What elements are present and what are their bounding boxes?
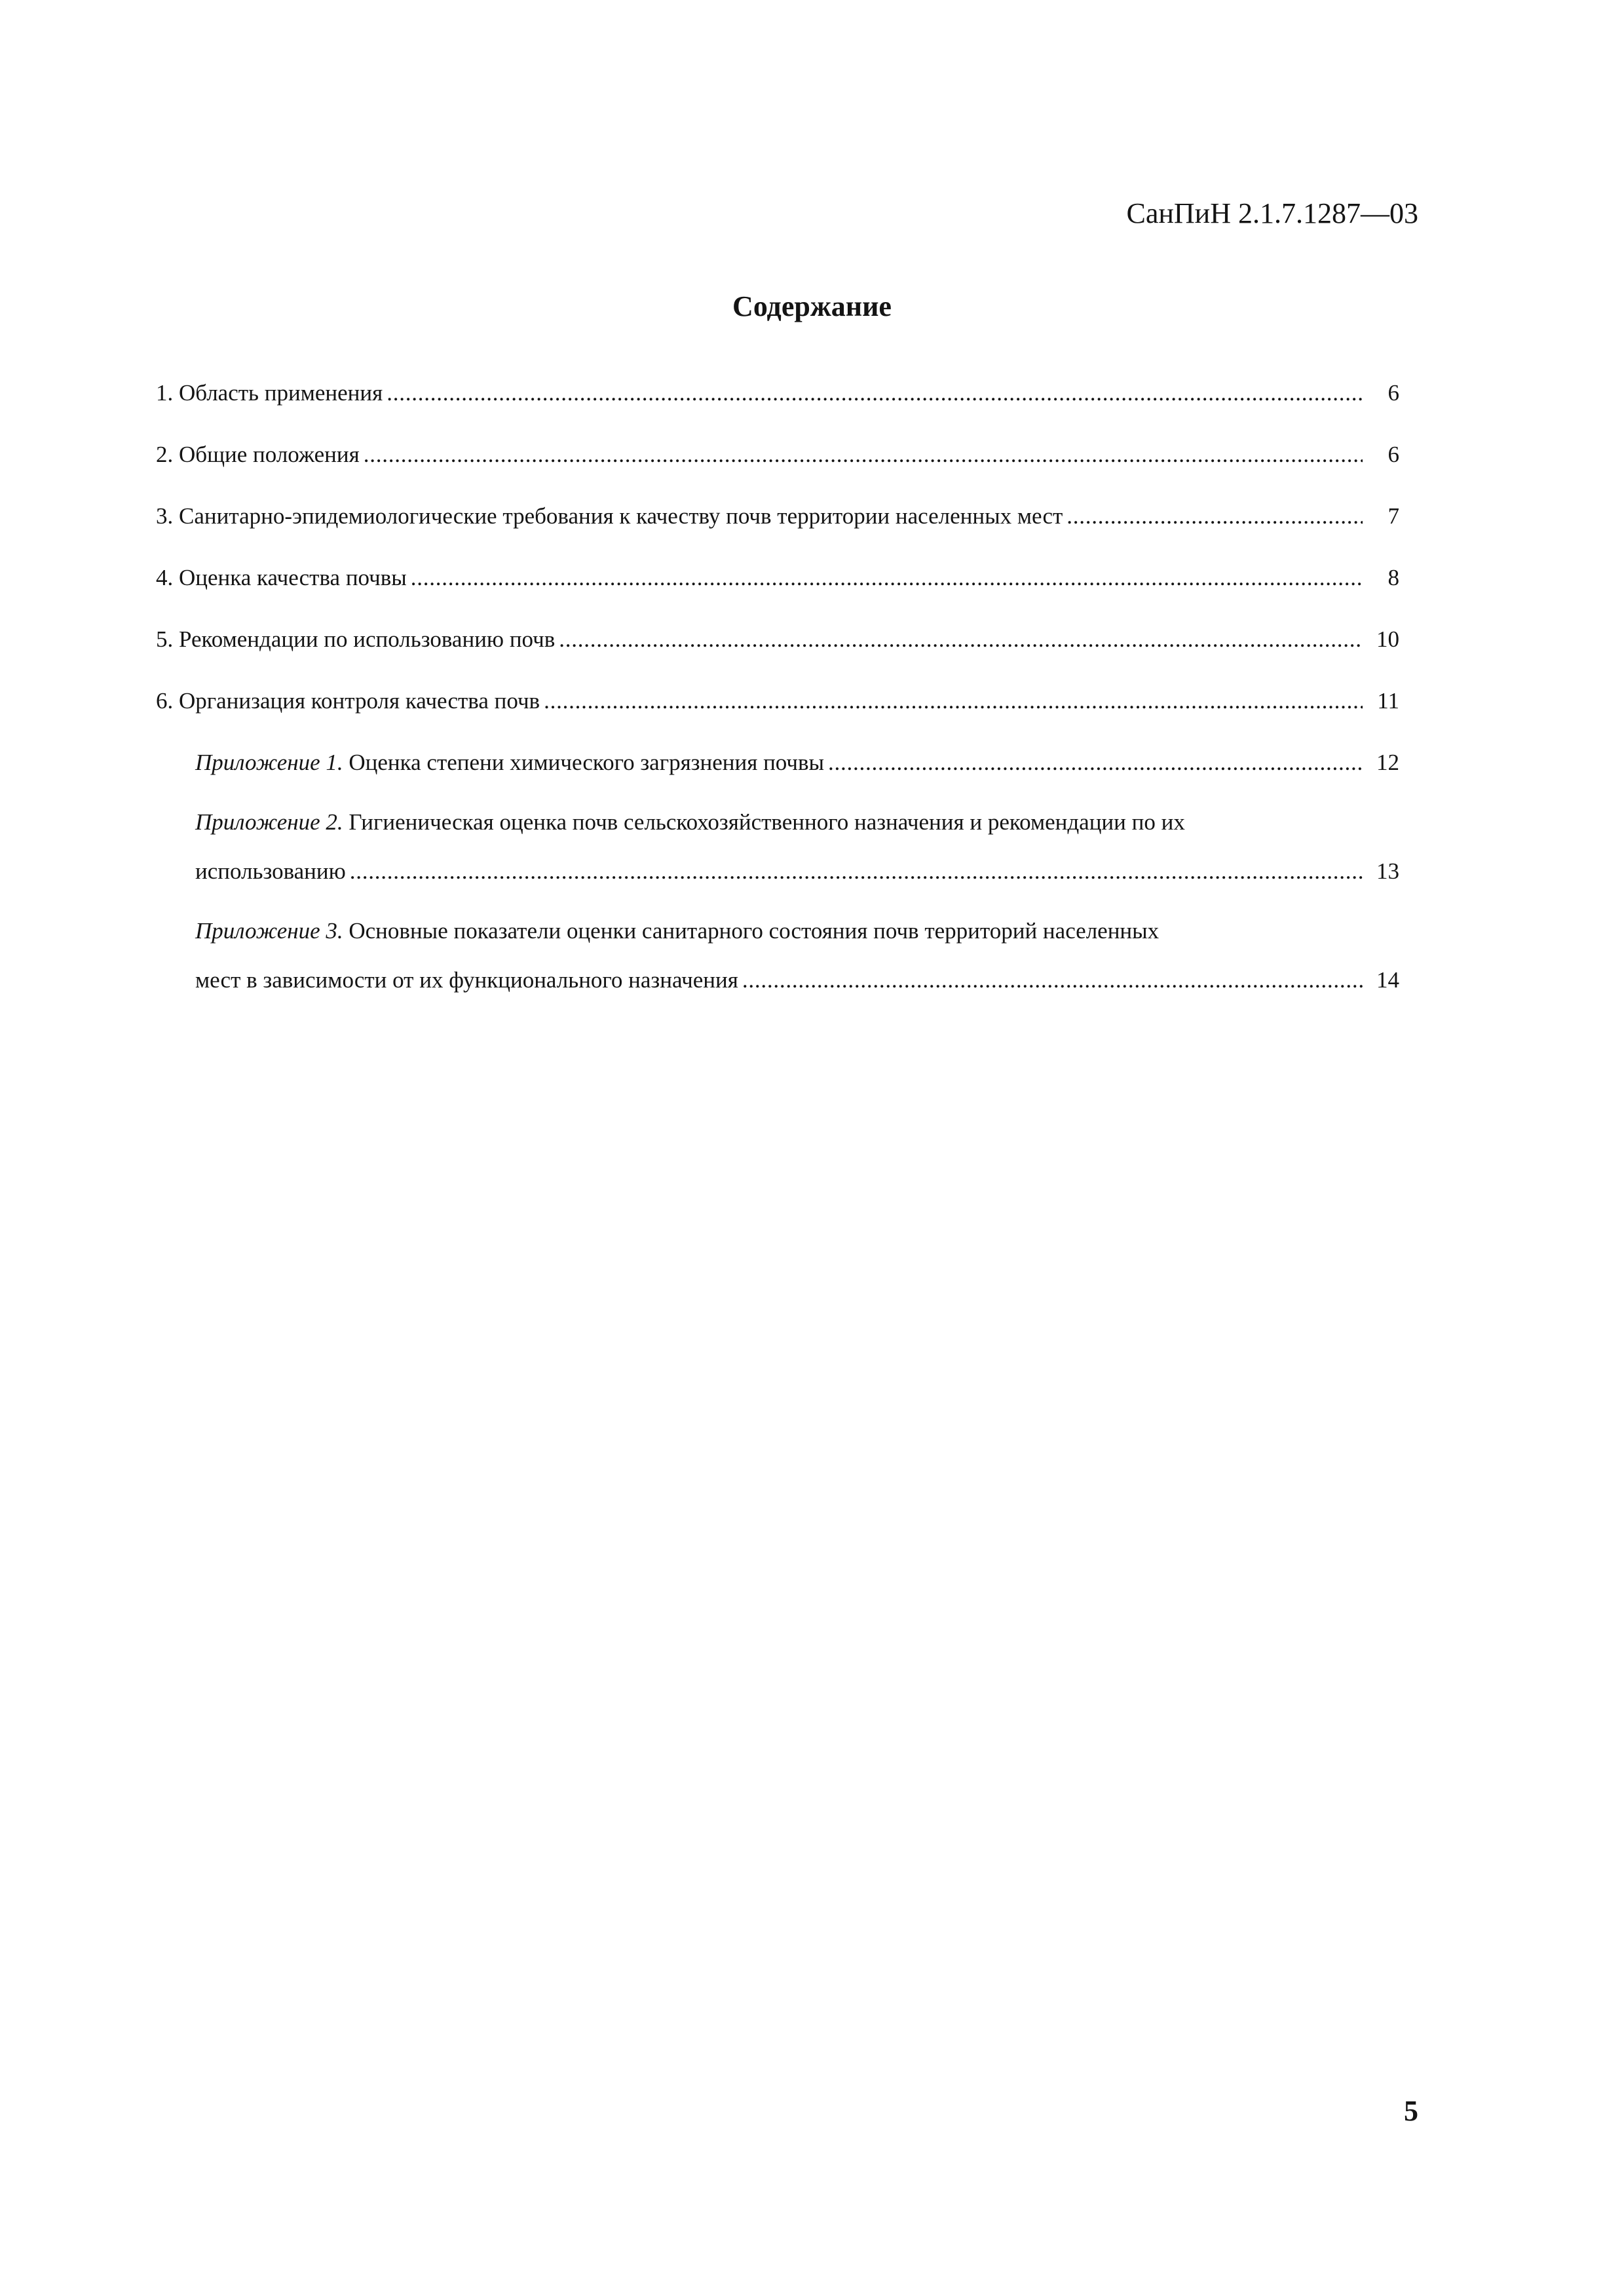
- appendix-title-cont: использованию: [195, 858, 346, 884]
- toc-entry-6[interactable]: [156, 687, 1399, 716]
- toc-entry-page: 7: [1388, 503, 1399, 529]
- dot-leader: [364, 440, 1363, 469]
- toc-appendix-page: 12: [1376, 750, 1399, 775]
- page-number: 5: [1404, 2095, 1418, 2127]
- toc-entry-label: 3. Санитарно-эпидемиологические требования к качеству почв территории населенных мест: [156, 503, 1063, 529]
- toc-entry-label: 2. Общие положения: [156, 442, 360, 467]
- toc-entry-page: 8: [1388, 565, 1399, 590]
- toc-appendix-2-line1[interactable]: [195, 808, 1185, 837]
- toc-entry-page: 11: [1377, 688, 1399, 714]
- toc-entry-1[interactable]: [156, 379, 1399, 408]
- toc-entry-page: 10: [1376, 626, 1399, 652]
- toc-appendix-2[interactable]: [195, 857, 1399, 886]
- toc-entry-label: 5. Рекомендации по использованию почв: [156, 626, 556, 652]
- toc-entry-3[interactable]: [156, 502, 1399, 531]
- toc-entry-label: 1. Область применения: [156, 380, 383, 406]
- toc-appendix-page: 14: [1376, 967, 1399, 993]
- dot-leader: [411, 564, 1363, 592]
- toc-entry-label: 4. Оценка качества почвы: [156, 565, 407, 590]
- toc-entry-2[interactable]: [156, 440, 1399, 469]
- dot-leader: [742, 966, 1363, 995]
- toc-appendix-3-line1[interactable]: [195, 917, 1159, 946]
- appendix-title: Гигиеническая оценка почв сельскохозяйственного назначения и рекомендации по их: [349, 809, 1185, 835]
- appendix-title-cont: мест в зависимости от их функционального назначения: [195, 967, 738, 993]
- toc-appendix-label: [195, 748, 824, 777]
- toc-appendix-1[interactable]: [195, 748, 1399, 777]
- toc-appendix-3[interactable]: [195, 966, 1399, 995]
- dot-leader: [559, 625, 1363, 654]
- appendix-title: Оценка степени химического загрязнения почвы: [349, 750, 825, 775]
- toc-entry-page: 6: [1388, 442, 1399, 467]
- dot-leader: [387, 379, 1363, 408]
- toc-entry-5[interactable]: [156, 625, 1399, 654]
- dot-leader: [544, 687, 1363, 716]
- toc-title: Содержание: [732, 290, 892, 322]
- toc-entry-page: 6: [1388, 380, 1399, 406]
- dot-leader: [350, 857, 1363, 886]
- toc-entry-label: 6. Организация контроля качества почв: [156, 688, 540, 714]
- appendix-prefix: Приложение 1.: [195, 750, 343, 775]
- toc-appendix-page: 13: [1376, 858, 1399, 884]
- appendix-prefix: Приложение 3.: [195, 918, 343, 944]
- dot-leader: [1067, 502, 1363, 531]
- appendix-title: Основные показатели оценки санитарного состояния почв территорий населенных: [349, 918, 1160, 944]
- toc-entry-4[interactable]: [156, 564, 1399, 592]
- appendix-prefix: Приложение 2.: [195, 809, 343, 835]
- dot-leader: [828, 748, 1363, 777]
- document-code: СанПиН 2.1.7.1287—03: [1126, 197, 1418, 229]
